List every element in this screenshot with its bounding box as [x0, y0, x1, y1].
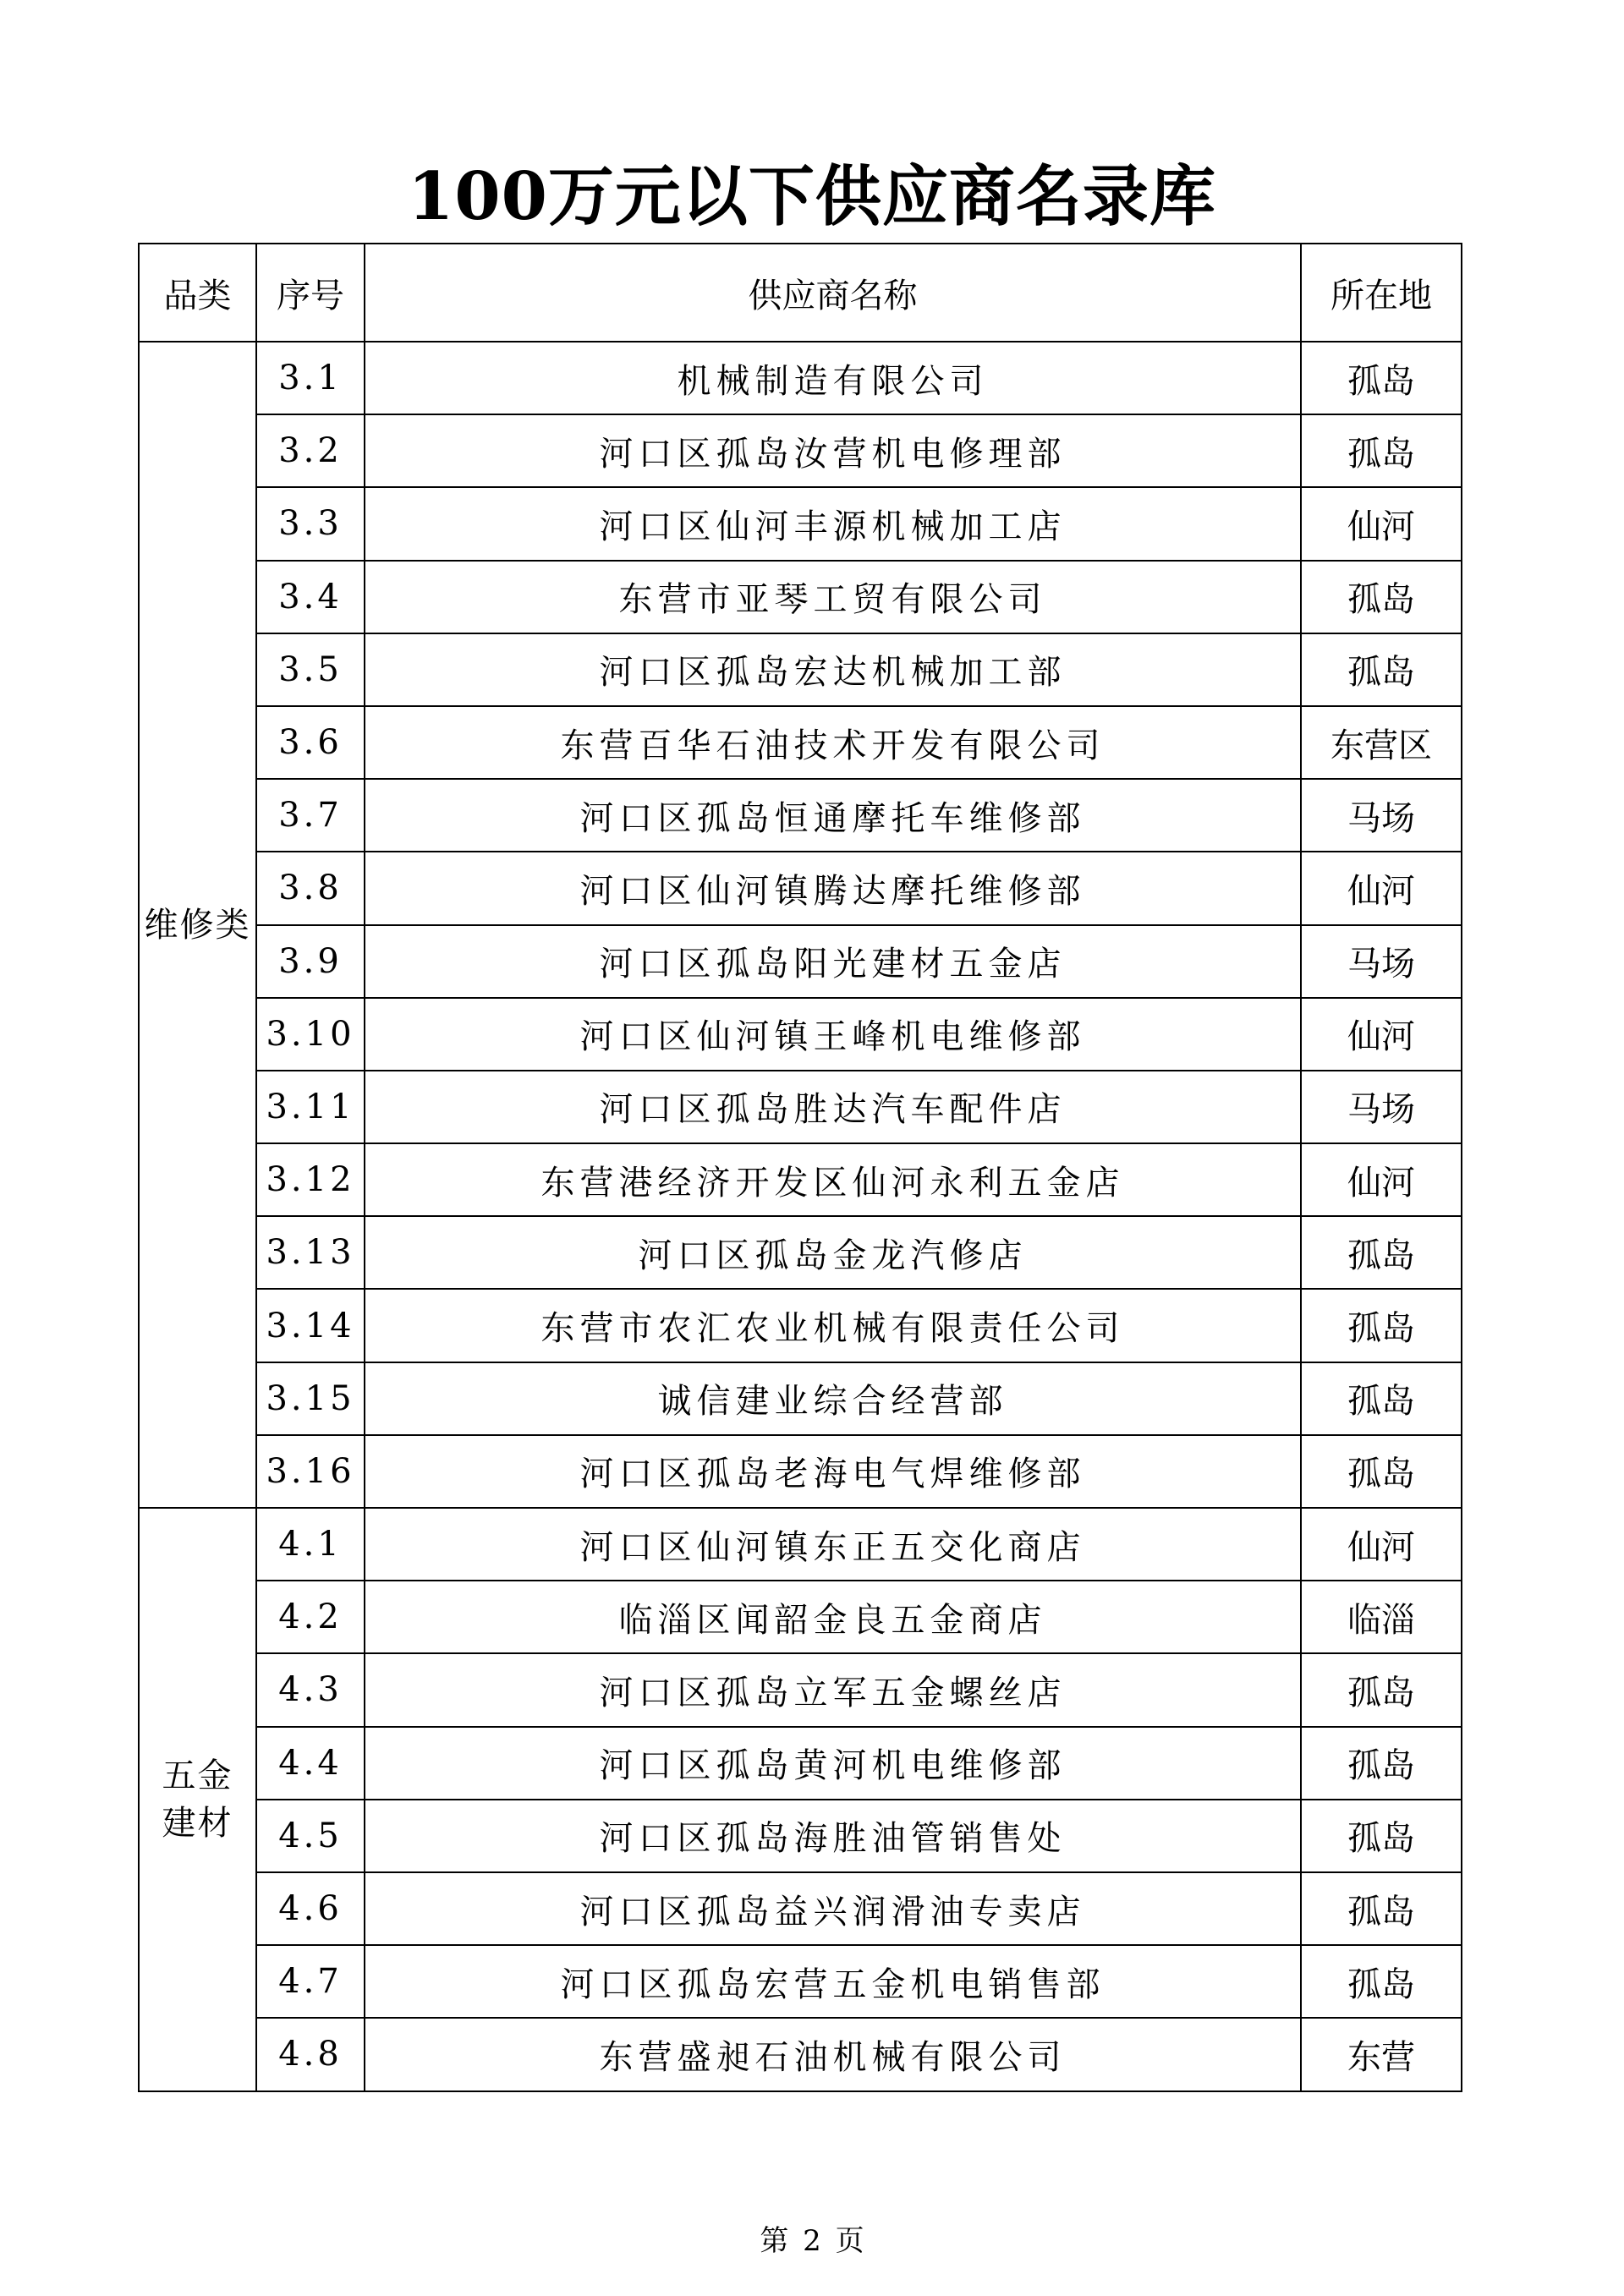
table-row [139, 1289, 1462, 1362]
sequence-cell: 3.5 [256, 633, 365, 706]
location-cell: 孤岛 [1301, 414, 1462, 487]
supplier-name-cell: 河口区孤岛益兴润滑油专卖店 [365, 1872, 1301, 1945]
table-row [139, 1508, 1462, 1581]
supplier-name-cell: 河口区孤岛立军五金螺丝店 [365, 1653, 1301, 1726]
header-name: 供应商名称 [365, 244, 1301, 342]
table-row [139, 2018, 1462, 2091]
location-cell: 临淄 [1301, 1581, 1462, 1653]
location-cell: 孤岛 [1301, 1216, 1462, 1289]
supplier-name-cell: 河口区仙河镇腾达摩托维修部 [365, 852, 1301, 924]
table-row [139, 342, 1462, 414]
supplier-name-cell: 河口区孤岛恒通摩托车维修部 [365, 779, 1301, 852]
table-row [139, 706, 1462, 779]
supplier-name-cell: 河口区孤岛宏达机械加工部 [365, 633, 1301, 706]
table-row [139, 633, 1462, 706]
location-cell: 孤岛 [1301, 1362, 1462, 1435]
sequence-cell: 3.16 [256, 1435, 365, 1508]
table-row [139, 1071, 1462, 1143]
table-row [139, 1362, 1462, 1435]
location-cell: 孤岛 [1301, 1872, 1462, 1945]
location-cell: 孤岛 [1301, 342, 1462, 414]
table-row [139, 779, 1462, 852]
sequence-cell: 4.4 [256, 1727, 365, 1800]
location-cell: 仙河 [1301, 1508, 1462, 1581]
sequence-cell: 4.5 [256, 1800, 365, 1872]
table-row [139, 1435, 1462, 1508]
location-cell: 仙河 [1301, 852, 1462, 924]
supplier-table [138, 243, 1462, 2092]
supplier-name-cell: 东营港经济开发区仙河永利五金店 [365, 1143, 1301, 1216]
supplier-name-cell: 河口区孤岛老海电气焊维修部 [365, 1435, 1301, 1508]
location-cell: 仙河 [1301, 487, 1462, 560]
sequence-cell: 4.7 [256, 1945, 365, 2018]
table-row [139, 998, 1462, 1071]
supplier-name-cell: 河口区孤岛阳光建材五金店 [365, 925, 1301, 998]
sequence-cell: 3.6 [256, 706, 365, 779]
location-cell: 孤岛 [1301, 1289, 1462, 1362]
supplier-name-cell: 东营盛昶石油机械有限公司 [365, 2018, 1301, 2091]
sequence-cell: 3.2 [256, 414, 365, 487]
sequence-cell: 3.11 [256, 1071, 365, 1143]
location-cell: 仙河 [1301, 1143, 1462, 1216]
page-number: 第 2 页 [760, 2224, 864, 2258]
table-row [139, 852, 1462, 924]
location-cell: 孤岛 [1301, 1653, 1462, 1726]
sequence-cell: 3.7 [256, 779, 365, 852]
sequence-cell: 3.8 [256, 852, 365, 924]
supplier-name-cell: 诚信建业综合经营部 [365, 1362, 1301, 1435]
supplier-name-cell: 东营百华石油技术开发有限公司 [365, 706, 1301, 779]
sequence-cell: 3.4 [256, 561, 365, 633]
sequence-cell: 3.12 [256, 1143, 365, 1216]
header-category: 品类 [139, 244, 256, 342]
page-title: 100万元以下供应商名录库 [408, 158, 1216, 235]
sequence-cell: 3.1 [256, 342, 365, 414]
location-cell: 孤岛 [1301, 1800, 1462, 1872]
sequence-cell: 3.15 [256, 1362, 365, 1435]
supplier-name-cell: 机械制造有限公司 [365, 342, 1301, 414]
table-body [139, 342, 1462, 2091]
table-row [139, 925, 1462, 998]
category-cell: 五金建材 [139, 1508, 256, 2091]
supplier-name-cell: 河口区仙河丰源机械加工店 [365, 487, 1301, 560]
sequence-cell: 4.3 [256, 1653, 365, 1726]
supplier-name-cell: 河口区孤岛海胜油管销售处 [365, 1800, 1301, 1872]
header-location: 所在地 [1301, 244, 1462, 342]
table-row [139, 1872, 1462, 1945]
table-row [139, 487, 1462, 560]
table-row [139, 1581, 1462, 1653]
sequence-cell: 4.6 [256, 1872, 365, 1945]
supplier-name-cell: 河口区孤岛汝营机电修理部 [365, 414, 1301, 487]
location-cell: 东营区 [1301, 706, 1462, 779]
sequence-cell: 3.14 [256, 1289, 365, 1362]
supplier-name-cell: 东营市亚琴工贸有限公司 [365, 561, 1301, 633]
location-cell: 孤岛 [1301, 1727, 1462, 1800]
table-row [139, 1727, 1462, 1800]
table-row [139, 1653, 1462, 1726]
table-row [139, 1216, 1462, 1289]
table-row [139, 414, 1462, 487]
table-header-row [139, 244, 1462, 342]
supplier-name-cell: 东营市农汇农业机械有限责任公司 [365, 1289, 1301, 1362]
supplier-name-cell: 河口区孤岛胜达汽车配件店 [365, 1071, 1301, 1143]
sequence-cell: 3.9 [256, 925, 365, 998]
location-cell: 马场 [1301, 925, 1462, 998]
supplier-name-cell: 河口区仙河镇王峰机电维修部 [365, 998, 1301, 1071]
table-row [139, 1143, 1462, 1216]
sequence-cell: 3.10 [256, 998, 365, 1071]
location-cell: 孤岛 [1301, 561, 1462, 633]
table-row [139, 1800, 1462, 1872]
supplier-name-cell: 河口区孤岛金龙汽修店 [365, 1216, 1301, 1289]
table-row [139, 1945, 1462, 2018]
supplier-name-cell: 临淄区闻韶金良五金商店 [365, 1581, 1301, 1653]
sequence-cell: 4.8 [256, 2018, 365, 2091]
header-seq: 序号 [256, 244, 365, 342]
sequence-cell: 4.1 [256, 1508, 365, 1581]
supplier-name-cell: 河口区仙河镇东正五交化商店 [365, 1508, 1301, 1581]
sequence-cell: 3.3 [256, 487, 365, 560]
sequence-cell: 3.13 [256, 1216, 365, 1289]
location-cell: 马场 [1301, 779, 1462, 852]
location-cell: 孤岛 [1301, 1945, 1462, 2018]
location-cell: 孤岛 [1301, 1435, 1462, 1508]
location-cell: 马场 [1301, 1071, 1462, 1143]
location-cell: 东营 [1301, 2018, 1462, 2091]
category-cell: 维修类 [139, 342, 256, 1508]
table-row [139, 561, 1462, 633]
location-cell: 仙河 [1301, 998, 1462, 1071]
supplier-name-cell: 河口区孤岛黄河机电维修部 [365, 1727, 1301, 1800]
sequence-cell: 4.2 [256, 1581, 365, 1653]
location-cell: 孤岛 [1301, 633, 1462, 706]
supplier-name-cell: 河口区孤岛宏营五金机电销售部 [365, 1945, 1301, 2018]
